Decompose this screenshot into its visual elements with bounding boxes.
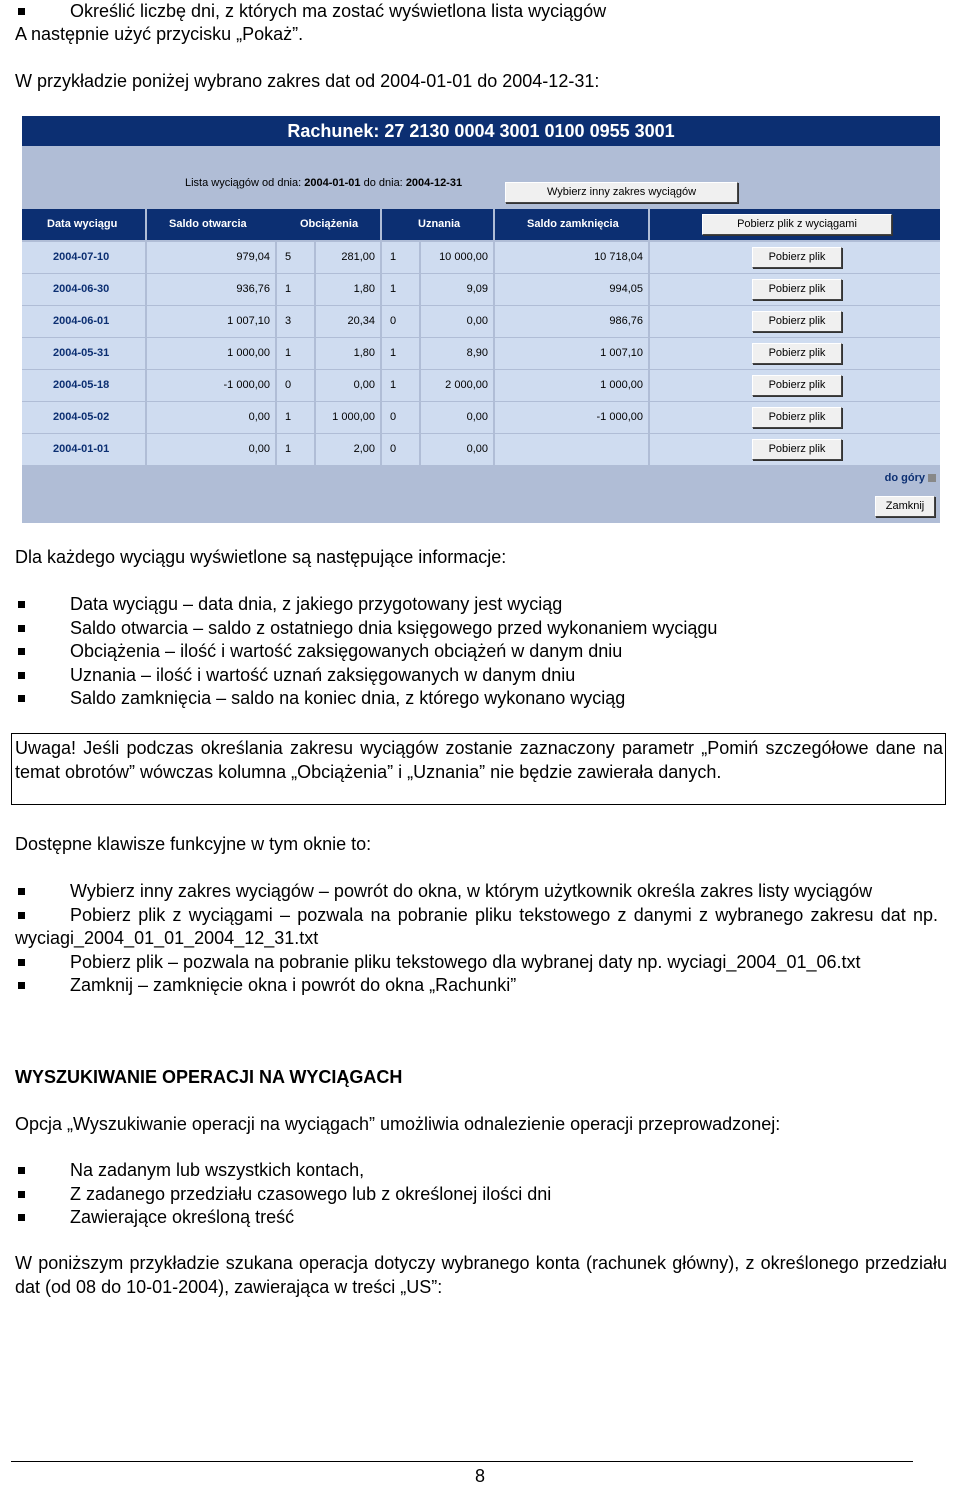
cell-opening-balance: 936,76 [147, 274, 275, 305]
cell-debit-value: 2,00 [316, 434, 380, 465]
header-credits: Uznania [382, 209, 493, 240]
cell-credit-count: 1 [382, 338, 419, 369]
list-item: Z zadanego przedziału czasowego lub z określonej ilości dni [15, 1183, 551, 1207]
download-file-button[interactable]: Pobierz plik [752, 311, 842, 332]
download-file-button[interactable]: Pobierz plik [752, 375, 842, 396]
cell-credit-count: 0 [382, 306, 419, 337]
search-bullet-list [15, 1159, 551, 1230]
download-file-button[interactable]: Pobierz plik [752, 407, 842, 428]
cell-credit-count: 0 [382, 434, 419, 465]
cell-debit-value: 1,80 [316, 274, 380, 305]
cell-date: 2004-05-02 [22, 402, 145, 433]
cell-credit-value: 8,90 [421, 338, 493, 369]
cell-opening-balance: 0,00 [147, 434, 275, 465]
info-intro: Dla każdego wyciągu wyświetlone są następujące informacje: [15, 547, 507, 567]
cell-opening-balance: -1 000,00 [147, 370, 275, 401]
cell-closing-balance [495, 434, 648, 465]
intro-paragraph: W przykładzie poniżej wybrano zakres dat od 2004-01-01 do 2004-12-31: [15, 71, 600, 91]
table-row [22, 274, 940, 305]
list-item: Wybierz inny zakres wyciągów – powrót do okna, w którym użytkownik określa zakres listy wyciągów [15, 880, 938, 904]
table-header [22, 209, 940, 240]
table-row [22, 370, 940, 401]
download-file-button[interactable]: Pobierz plik [752, 279, 842, 300]
example-paragraph: W poniższym przykładzie szukana operacja dotyczy wybranego konta (rachunek główny), z określonego przedziału dat (od 08 do 10-01-2004), zawierająca w treści „US”: [15, 1253, 947, 1297]
note-box: Uwaga! Jeśli podczas określania zakresu wyciągów zostanie zaznaczony parametr „Pomiń szczegółowe dane na temat obrotów” wówczas kolumna „Obciążenia” i „Uznania” nie będzie zawierała danych. [11, 733, 946, 805]
cell-closing-balance: 1 000,00 [495, 370, 648, 401]
date-range-label [185, 177, 462, 189]
top-bullet-list [15, 0, 606, 24]
cell-opening-balance: 0,00 [147, 402, 275, 433]
cell-credit-value: 0,00 [421, 306, 493, 337]
table-row [22, 306, 940, 337]
keys-intro: Dostępne klawisze funkcyjne w tym oknie to: [15, 834, 372, 854]
cell-date: 2004-06-01 [22, 306, 145, 337]
footer-divider [11, 1461, 913, 1462]
list-item: Data wyciągu – data dnia, z jakiego przygotowany jest wyciąg [15, 593, 717, 617]
cell-closing-balance: -1 000,00 [495, 402, 648, 433]
list-item [15, 0, 606, 24]
search-intro: Opcja „Wyszukiwanie operacji na wyciągach” umożliwia odnalezienie operacji przeprowadzonej: [15, 1114, 781, 1134]
list-item: Saldo otwarcia – saldo z ostatniego dnia księgowego przed wykonaniem wyciągu [15, 617, 717, 641]
header-debits: Obciążenia [275, 209, 380, 240]
list-item: Pobierz plik – pozwala na pobranie pliku tekstowego dla wybranej daty np. wyciagi_2004_01_06.txt [15, 951, 938, 975]
cell-date: 2004-01-01 [22, 434, 145, 465]
cell-debit-value: 281,00 [316, 242, 380, 273]
cell-credit-count: 0 [382, 402, 419, 433]
cell-closing-balance: 986,76 [495, 306, 648, 337]
section-heading: WYSZUKIWANIE OPERACJI NA WYCIĄGACH [15, 1067, 403, 1087]
cell-credit-value: 0,00 [421, 434, 493, 465]
list-item: Saldo zamknięcia – saldo na koniec dnia, z którego wykonano wyciąg [15, 687, 717, 711]
bullet-line-1: Określić liczbę dni, z których ma zostać wyświetlona lista wyciągów [70, 1, 607, 21]
table-row [22, 402, 940, 433]
cell-credit-value: 9,09 [421, 274, 493, 305]
cell-closing-balance: 10 718,04 [495, 242, 648, 273]
list-item: Na zadanym lub wszystkich kontach, [15, 1159, 551, 1183]
download-file-button[interactable]: Pobierz plik [752, 247, 842, 268]
cell-closing-balance: 994,05 [495, 274, 648, 305]
cell-date: 2004-05-31 [22, 338, 145, 369]
range-mid: do dnia: [363, 177, 403, 189]
cell-opening-balance: 1 007,10 [147, 306, 275, 337]
statement-list-screenshot [22, 116, 940, 523]
bullet-continuation: A następnie użyć przycisku „Pokaż”. [15, 24, 304, 44]
info-bullet-list [15, 593, 717, 711]
cell-debit-count: 1 [277, 402, 314, 433]
list-item: Obciążenia – ilość i wartość zaksięgowanych obciążeń w danym dniu [15, 640, 717, 664]
cell-debit-count: 1 [277, 338, 314, 369]
range-from: 2004-01-01 [304, 177, 361, 189]
back-to-top-link[interactable] [885, 472, 936, 484]
cell-debit-count: 1 [277, 274, 314, 305]
cell-opening-balance: 1 000,00 [147, 338, 275, 369]
table-row [22, 434, 940, 465]
cell-opening-balance: 979,04 [147, 242, 275, 273]
arrow-up-icon [928, 474, 936, 482]
range-to: 2004-12-31 [405, 177, 463, 189]
list-item: Pobierz plik z wyciągami – pozwala na pobranie pliku tekstowego z danymi z wybranego zakresu dat np. wyciagi_2004_01_01_2004_12_31.txt [15, 904, 938, 951]
page-number: 8 [474, 1466, 485, 1486]
table-row [22, 338, 940, 369]
header-closing-balance: Saldo zamknięcia [495, 209, 648, 240]
back-to-top-label[interactable]: do góry [884, 472, 925, 484]
cell-closing-balance: 1 007,10 [495, 338, 648, 369]
cell-debit-count: 5 [277, 242, 314, 273]
list-item: Uznania – ilość i wartość uznań zaksięgowanych w danym dniu [15, 664, 717, 688]
cell-debit-value: 1 000,00 [316, 402, 380, 433]
cell-date: 2004-06-30 [22, 274, 145, 305]
close-button[interactable]: Zamknij [875, 496, 935, 517]
cell-debit-value: 20,34 [316, 306, 380, 337]
cell-debit-count: 0 [277, 370, 314, 401]
keys-bullet-list [15, 880, 938, 998]
cell-credit-count: 1 [382, 242, 419, 273]
change-range-button[interactable]: Wybierz inny zakres wyciągów [505, 182, 738, 203]
cell-credit-value: 0,00 [421, 402, 493, 433]
cell-debit-count: 3 [277, 306, 314, 337]
header-date: Data wyciągu [22, 209, 145, 240]
cell-debit-count: 1 [277, 434, 314, 465]
cell-credit-value: 10 000,00 [421, 242, 493, 273]
cell-credit-count: 1 [382, 370, 419, 401]
cell-debit-value: 1,80 [316, 338, 380, 369]
range-label: Lista wyciągów od dnia: [185, 177, 302, 189]
cell-date: 2004-05-18 [22, 370, 145, 401]
cell-date: 2004-07-10 [22, 242, 145, 273]
download-all-button[interactable]: Pobierz plik z wyciągami [702, 214, 892, 235]
list-item: Zamknij – zamknięcie okna i powrót do okna „Rachunki” [15, 974, 938, 998]
download-file-button[interactable]: Pobierz plik [752, 439, 842, 460]
account-title: Rachunek: 27 2130 0004 3001 0100 0955 3001 [22, 116, 940, 146]
download-file-button[interactable]: Pobierz plik [752, 343, 842, 364]
table-row [22, 242, 940, 273]
header-opening-balance: Saldo otwarcia [147, 209, 380, 240]
cell-debit-value: 0,00 [316, 370, 380, 401]
cell-credit-value: 2 000,00 [421, 370, 493, 401]
cell-credit-count: 1 [382, 274, 419, 305]
list-item: Zawierające określoną treść [15, 1206, 551, 1230]
